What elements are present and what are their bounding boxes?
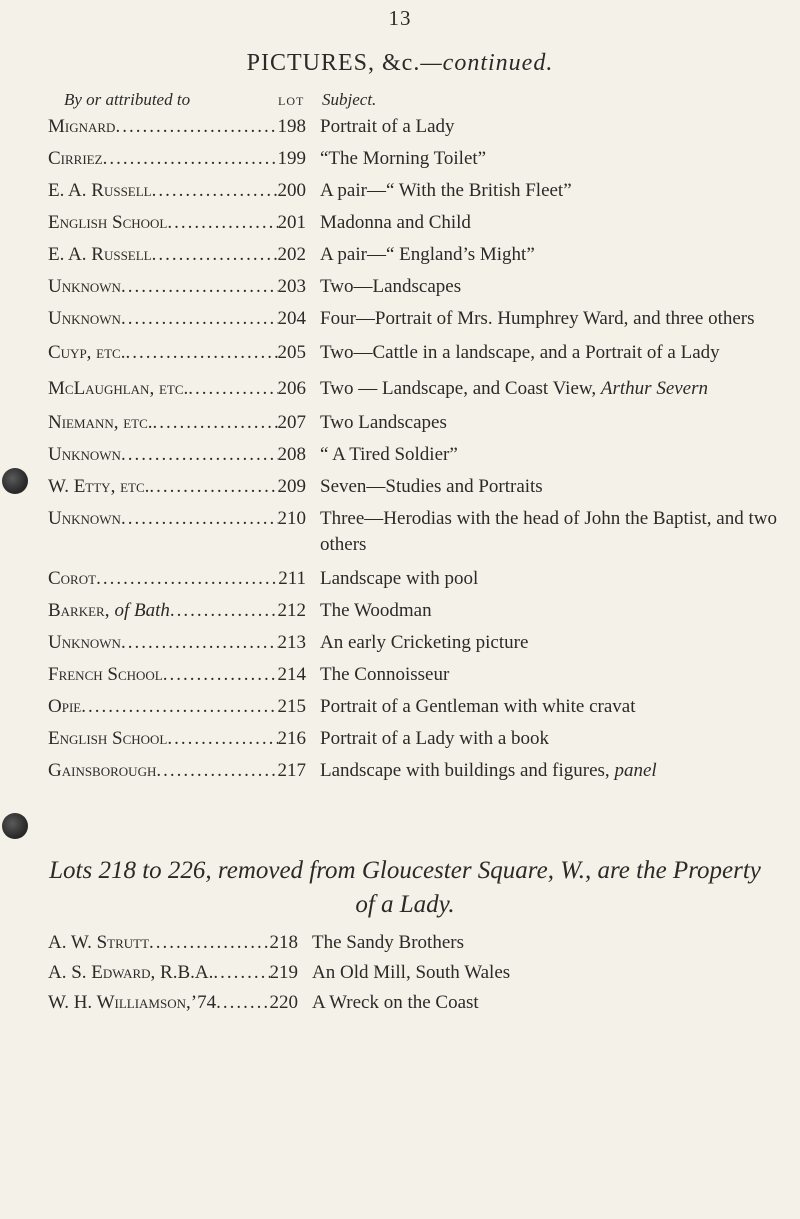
lot-list-lady-property xyxy=(0,930,800,1016)
leader-dots xyxy=(125,340,277,366)
lot-subject-cell xyxy=(306,506,800,558)
lot-subject-cell xyxy=(306,726,800,752)
lot-artist-cell xyxy=(0,566,306,592)
subject-text: Portrait of a Lady with a book xyxy=(320,728,550,749)
lot-subject-cell xyxy=(306,566,800,592)
artist-name: Unknown xyxy=(48,444,121,465)
leader-dots xyxy=(170,598,278,624)
artist-name-qualifier: of Bath xyxy=(114,600,170,621)
leader-dots xyxy=(149,474,277,500)
margin-hole-decoration xyxy=(2,468,28,494)
artist-name: Cirriez xyxy=(48,148,103,169)
subject-text: Two—Cattle in a landscape, and a Portrait of a Lady xyxy=(320,342,720,363)
subject-text: A pair—“ With the British Fleet” xyxy=(320,180,572,201)
leader-dots xyxy=(121,442,278,468)
lot-subject-cell xyxy=(306,146,800,172)
lot-number: 213 xyxy=(277,632,306,653)
lot-number: 203 xyxy=(277,276,306,297)
lot-number: 209 xyxy=(277,476,306,497)
leader-dots xyxy=(163,662,278,688)
lot-subject-cell xyxy=(298,960,800,986)
lot-artist-cell xyxy=(0,990,298,1016)
lot-subject-cell xyxy=(306,306,800,332)
subject-italic-text: Arthur Severn xyxy=(600,378,709,399)
subject-text: Madonna and Child xyxy=(320,212,471,233)
subject-text: An early Cricketing picture xyxy=(320,632,529,653)
artist-name: A. S. Edward, R.B.A. xyxy=(48,962,214,983)
heading-main: PICTURES, &c. xyxy=(246,50,421,76)
artist-name: Cuyp, etc. xyxy=(48,342,126,363)
artist-name: E. A. Russell xyxy=(48,244,152,265)
lot-subject-cell xyxy=(306,410,800,436)
lot-row xyxy=(0,506,800,558)
artist-name: W. H. Williamson,’74 xyxy=(48,992,217,1013)
lot-row xyxy=(0,630,800,656)
subject-text: Four—Portrait of Mrs. Humphrey Ward, and three others xyxy=(320,308,755,329)
lot-artist-cell xyxy=(0,340,306,366)
subject-text: The Sandy Brothers xyxy=(312,932,464,953)
lot-number: 210 xyxy=(277,508,306,529)
lot-subject-cell xyxy=(298,990,800,1016)
lot-subject-cell xyxy=(306,114,800,140)
lot-number: 220 xyxy=(269,992,298,1013)
artist-name: English School xyxy=(48,212,168,233)
leader-dots xyxy=(96,566,278,592)
leader-dots xyxy=(121,630,278,656)
lot-row xyxy=(0,442,800,468)
lot-subject-cell xyxy=(306,340,800,366)
artist-name: Unknown xyxy=(48,308,121,329)
lot-number: 201 xyxy=(277,212,306,233)
lot-artist-cell xyxy=(0,758,306,784)
lot-row xyxy=(0,376,800,402)
lot-row xyxy=(0,662,800,688)
artist-name: Mignard xyxy=(48,116,116,137)
subject-text: Landscape with buildings and figures, xyxy=(320,760,610,781)
lot-artist-cell xyxy=(0,242,306,268)
lot-row xyxy=(0,726,800,752)
artist-name: W. Etty, etc. xyxy=(48,476,150,497)
lot-number: 205 xyxy=(277,342,306,363)
heading-continued: —continued. xyxy=(420,50,554,76)
lot-artist-cell xyxy=(0,662,306,688)
column-header-artist-label: By or attributed to xyxy=(64,90,191,109)
leader-dots xyxy=(153,410,278,436)
lot-row xyxy=(0,474,800,500)
subject-text: A pair—“ England’s Might” xyxy=(320,244,535,265)
leader-dots xyxy=(121,506,278,532)
lot-artist-cell xyxy=(0,210,306,236)
subject-text: The Woodman xyxy=(320,600,432,621)
lot-artist-cell xyxy=(0,274,306,300)
lot-number: 199 xyxy=(277,148,306,169)
lot-subject-cell xyxy=(298,930,800,956)
lot-subject-cell xyxy=(306,474,800,500)
artist-name: Opie xyxy=(48,696,82,717)
leader-dots xyxy=(213,960,269,986)
leader-dots xyxy=(115,114,277,140)
lot-artist-cell xyxy=(0,442,306,468)
column-header-lot-label: LOT xyxy=(278,94,305,108)
lot-subject-cell xyxy=(306,662,800,688)
leader-dots xyxy=(152,178,278,204)
leader-dots xyxy=(167,210,277,236)
leader-dots xyxy=(188,376,277,402)
column-header-artist xyxy=(64,90,190,110)
lot-row xyxy=(0,274,800,300)
artist-name: E. A. Russell xyxy=(48,180,152,201)
lot-number: 204 xyxy=(277,308,306,329)
lot-number: 217 xyxy=(277,760,306,781)
lot-artist-cell xyxy=(0,726,306,752)
lot-number: 212 xyxy=(277,600,306,621)
subject-text: Two—Landscapes xyxy=(320,276,462,297)
lot-number: 219 xyxy=(269,962,298,983)
lot-artist-cell xyxy=(0,960,298,986)
leader-dots xyxy=(216,990,269,1016)
lot-row xyxy=(0,758,800,784)
artist-name: McLaughlan, etc. xyxy=(48,378,189,399)
lot-subject-cell xyxy=(306,274,800,300)
column-header-lot xyxy=(270,90,304,110)
lot-row xyxy=(0,306,800,332)
lot-artist-cell xyxy=(0,598,306,624)
subject-text: Portrait of a Gentleman with white cravat xyxy=(320,696,636,717)
artist-name: Unknown xyxy=(48,276,121,297)
page-heading xyxy=(0,50,800,77)
subject-text: Seven—Studies and Portraits xyxy=(320,476,543,497)
lot-subject-cell xyxy=(306,758,800,784)
lot-number: 211 xyxy=(278,568,306,589)
column-header-subject xyxy=(322,90,376,110)
subject-text: Two Landscapes xyxy=(320,412,447,433)
subject-text: “ A Tired Soldier” xyxy=(320,444,458,465)
leader-dots xyxy=(149,930,269,956)
column-header-subject-label: Subject. xyxy=(322,90,377,109)
lot-list xyxy=(0,114,800,784)
lot-row xyxy=(0,340,800,366)
lot-number: 202 xyxy=(277,244,306,265)
lot-artist-cell xyxy=(0,630,306,656)
subject-text: Three—Herodias with the head of John the Baptist, and two others xyxy=(320,508,777,555)
lot-row xyxy=(0,990,800,1016)
subject-text: Two — Landscape, and Coast View, xyxy=(320,378,597,399)
lot-artist-cell xyxy=(0,306,306,332)
lot-artist-cell xyxy=(0,410,306,436)
leader-dots xyxy=(121,274,278,300)
artist-name: Unknown xyxy=(48,632,121,653)
lot-subject-cell xyxy=(306,630,800,656)
lot-number: 200 xyxy=(277,180,306,201)
lot-subject-cell xyxy=(306,242,800,268)
lot-artist-cell xyxy=(0,474,306,500)
artist-name: English School xyxy=(48,728,168,749)
lot-row xyxy=(0,242,800,268)
subject-italic-text: panel xyxy=(614,760,657,781)
lots-subheading: Lots 218 to 226, removed from Gloucester Square, W., are the Property of a Lady. xyxy=(49,857,761,918)
lot-artist-cell xyxy=(0,694,306,720)
leader-dots xyxy=(81,694,277,720)
lot-row xyxy=(0,598,800,624)
leader-dots xyxy=(103,146,278,172)
lot-number: 215 xyxy=(277,696,306,717)
artist-name: Gainsborough xyxy=(48,760,157,781)
lot-number: 198 xyxy=(277,116,306,137)
artist-name: French School xyxy=(48,664,163,685)
lot-row xyxy=(0,178,800,204)
lot-subject-cell xyxy=(306,442,800,468)
lot-row xyxy=(0,146,800,172)
lot-artist-cell xyxy=(0,114,306,140)
lot-row xyxy=(0,410,800,436)
margin-hole-decoration xyxy=(2,813,28,839)
subject-text: An Old Mill, South Wales xyxy=(312,962,511,983)
lot-row xyxy=(0,960,800,986)
leader-dots xyxy=(156,758,277,784)
leader-dots xyxy=(167,726,277,752)
lot-row xyxy=(0,114,800,140)
lot-subject-cell xyxy=(306,210,800,236)
lot-artist-cell xyxy=(0,376,306,402)
lot-number: 206 xyxy=(277,378,306,399)
lot-artist-cell xyxy=(0,146,306,172)
lot-artist-cell xyxy=(0,930,298,956)
lot-number: 214 xyxy=(277,664,306,685)
subject-text: Landscape with pool xyxy=(320,568,479,589)
lot-subject-cell xyxy=(306,694,800,720)
subject-text: A Wreck on the Coast xyxy=(312,992,479,1013)
lot-subject-cell xyxy=(306,178,800,204)
leader-dots xyxy=(152,242,278,268)
lot-artist-cell xyxy=(0,178,306,204)
lot-row xyxy=(0,210,800,236)
artist-name: Unknown xyxy=(48,508,121,529)
lot-number: 218 xyxy=(269,932,298,953)
subject-text: Portrait of a Lady xyxy=(320,116,455,137)
lot-number: 207 xyxy=(277,412,306,433)
artist-name: A. W. Strutt xyxy=(48,932,150,953)
lot-subject-cell xyxy=(306,598,800,624)
leader-dots xyxy=(121,306,278,332)
lot-number: 216 xyxy=(277,728,306,749)
artist-name: Niemann, etc. xyxy=(48,412,153,433)
lot-number: 208 xyxy=(277,444,306,465)
artist-name: Corot xyxy=(48,568,97,589)
subject-text: “The Morning Toilet” xyxy=(320,148,487,169)
lot-row xyxy=(0,566,800,592)
page-number: 13 xyxy=(388,6,412,30)
artist-name: Barker, xyxy=(48,600,110,621)
lot-row xyxy=(0,694,800,720)
lot-row xyxy=(0,930,800,956)
lot-subject-cell xyxy=(306,376,800,402)
subject-text: The Connoisseur xyxy=(320,664,450,685)
lot-artist-cell xyxy=(0,506,306,532)
